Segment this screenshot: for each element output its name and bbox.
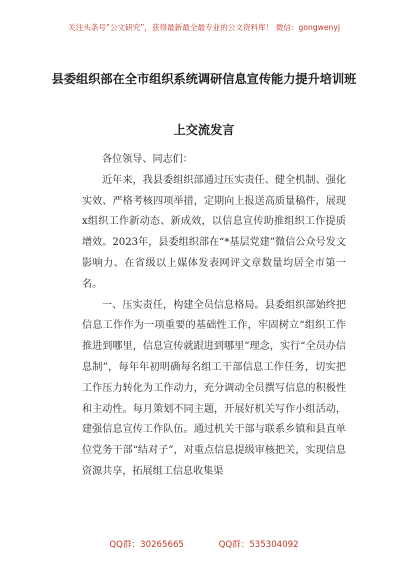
header-watermark-note: 关注头条号“公文研究”，获得最新最全最专业的公文资料库！ 微信：gongwenyj (68, 23, 340, 32)
document-title-line-1: 县委组织部在全市组织系统调研信息宣传能力提升培训班 (51, 72, 357, 86)
document-body (82, 150, 346, 483)
footer-qq-group-1: QQ群：30265665 (109, 540, 184, 550)
document-title-line-2: 上交流发言 (173, 123, 235, 137)
salutation: 各位领导、同志们： (102, 154, 193, 165)
footer-qq-group-2: QQ群：535304092 (218, 540, 299, 550)
paragraph-section-1: 一、压实责任，构建全员信息格局。县委组织部始终把信息工作作为一项重要的基础性工作，牢固树立“组织工作推进到哪里，信息宣传就跟进到哪里”理念，实行“全员办信息制”，每年年初明确每名组工干部信息工作任务，切实把工作压力转化为工作动力，充分调动全员撰写信息的积极性和主动性。每月策划不同主题，开展好机关写作小组活动，建强信息宣传工作队伍。通过机关干部与联系乡镇和县直单位党务干部“结对子”，对重点信息提级审核把关，实现信息资源共享，拓展组工信息收集渠 (82, 299, 346, 477)
footer-contact (0, 538, 408, 550)
paragraph-intro: 近年来，我县委组织部通过压实责任、健全机制、强化实效、严格考核四项举措，定期向上报送高质量稿件，展现x组织工作新动态、新成效，以信息宣传助推组织工作提质增效。2023年，县委组织部在“*基层党建”微信公众号发文影响力、在省级以上媒体发表网评文章数量均居全市第一名。 (82, 174, 346, 290)
